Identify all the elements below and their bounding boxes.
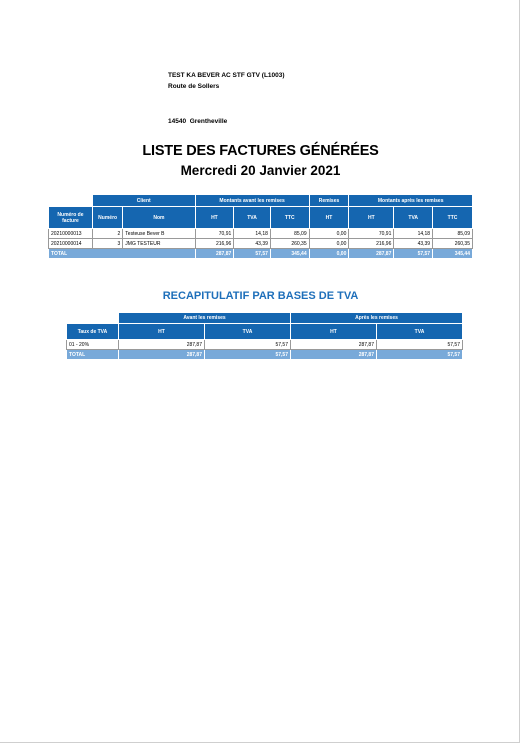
cell-ht: 287,87 xyxy=(119,340,205,350)
header-number: Numéro xyxy=(92,207,122,229)
invoices-table xyxy=(48,194,473,259)
header-ht: HT xyxy=(119,324,205,340)
group-before-discounts: Avant les remises xyxy=(119,313,291,324)
cell-ttc: 260,35 xyxy=(270,239,309,249)
total-label: TOTAL xyxy=(67,350,119,360)
header-tva: TVA xyxy=(234,207,271,229)
header-tva2: TVA xyxy=(394,207,433,229)
company-city: Grentheville xyxy=(189,118,228,125)
page-title: LISTE DES FACTURES GÉNÉRÉES xyxy=(142,143,379,159)
total-tva2: 57,57 xyxy=(377,350,463,360)
group-before: Montants avant les remises xyxy=(195,195,309,207)
cell-discount: 0,00 xyxy=(309,229,349,239)
header-ht: HT xyxy=(195,207,234,229)
total-tva: 57,57 xyxy=(234,249,271,259)
group-client: Client xyxy=(92,195,195,207)
table-row xyxy=(67,340,463,350)
cell-name: Testeuse Bever B xyxy=(123,229,195,239)
total-row xyxy=(49,249,473,259)
header-vat-rate: Taux de TVA xyxy=(67,324,119,340)
company-name: TEST KA BEVER AC STF GTV (L1003) xyxy=(168,72,285,79)
table-row xyxy=(49,229,473,239)
cell-ttc: 85,09 xyxy=(270,229,309,239)
cell-tva: 57,57 xyxy=(205,340,291,350)
total-ht: 287,87 xyxy=(119,350,205,360)
total-discount: 0,00 xyxy=(309,249,349,259)
cell-ht2: 70,91 xyxy=(349,229,394,239)
group-after: Montants après les remises xyxy=(349,195,473,207)
header-invoice-no: Numéro de facture xyxy=(49,207,93,229)
report-date: Mercredi 20 Janvier 2021 xyxy=(180,163,341,178)
cell-ht: 216,96 xyxy=(195,239,234,249)
total-ht2: 287,87 xyxy=(349,249,394,259)
header-ttc: TTC xyxy=(270,207,309,229)
cell-rate: 01 - 20% xyxy=(67,340,119,350)
summary-title: RECAPITULATIF PAR BASES DE TVA xyxy=(162,290,359,302)
cell-tva: 14,18 xyxy=(234,229,271,239)
cell-tva2: 14,18 xyxy=(394,229,433,239)
total-ht: 287,87 xyxy=(195,249,234,259)
header-ht2: HT xyxy=(349,207,394,229)
cell-tva2: 43,39 xyxy=(394,239,433,249)
header-ttc2: TTC xyxy=(433,207,473,229)
header-ht2: HT xyxy=(291,324,377,340)
company-street: Route de Sollers xyxy=(168,83,220,90)
company-postal: 14540 xyxy=(168,118,187,125)
group-after-discounts: Après les remises xyxy=(291,313,463,324)
vat-summary-table xyxy=(66,312,463,360)
header-name: Nom xyxy=(123,207,195,229)
cell-ht2: 216,96 xyxy=(349,239,394,249)
total-tva: 57,57 xyxy=(205,350,291,360)
cell-ht: 70,91 xyxy=(195,229,234,239)
total-row xyxy=(67,350,463,360)
total-tva2: 57,57 xyxy=(394,249,433,259)
group-discounts: Remises xyxy=(309,195,349,207)
total-ttc2: 345,44 xyxy=(433,249,473,259)
cell-discount: 0,00 xyxy=(309,239,349,249)
cell-invoice: 20210000013 xyxy=(49,229,93,239)
cell-ttc2: 260,35 xyxy=(433,239,473,249)
cell-name: JMG TESTEUR xyxy=(123,239,195,249)
cell-number: 3 xyxy=(92,239,122,249)
header-tva2: TVA xyxy=(377,324,463,340)
cell-ht2: 287,87 xyxy=(291,340,377,350)
header-tva: TVA xyxy=(205,324,291,340)
header-rem-ht: HT xyxy=(309,207,349,229)
cell-invoice: 20210000014 xyxy=(49,239,93,249)
company-city-line xyxy=(168,117,227,127)
cell-tva: 43,39 xyxy=(234,239,271,249)
total-ttc: 345,44 xyxy=(270,249,309,259)
total-label: TOTAL xyxy=(49,249,196,259)
cell-tva2: 57,57 xyxy=(377,340,463,350)
total-ht2: 287,87 xyxy=(291,350,377,360)
table-row xyxy=(49,239,473,249)
cell-ttc2: 85,09 xyxy=(433,229,473,239)
cell-number: 2 xyxy=(92,229,122,239)
